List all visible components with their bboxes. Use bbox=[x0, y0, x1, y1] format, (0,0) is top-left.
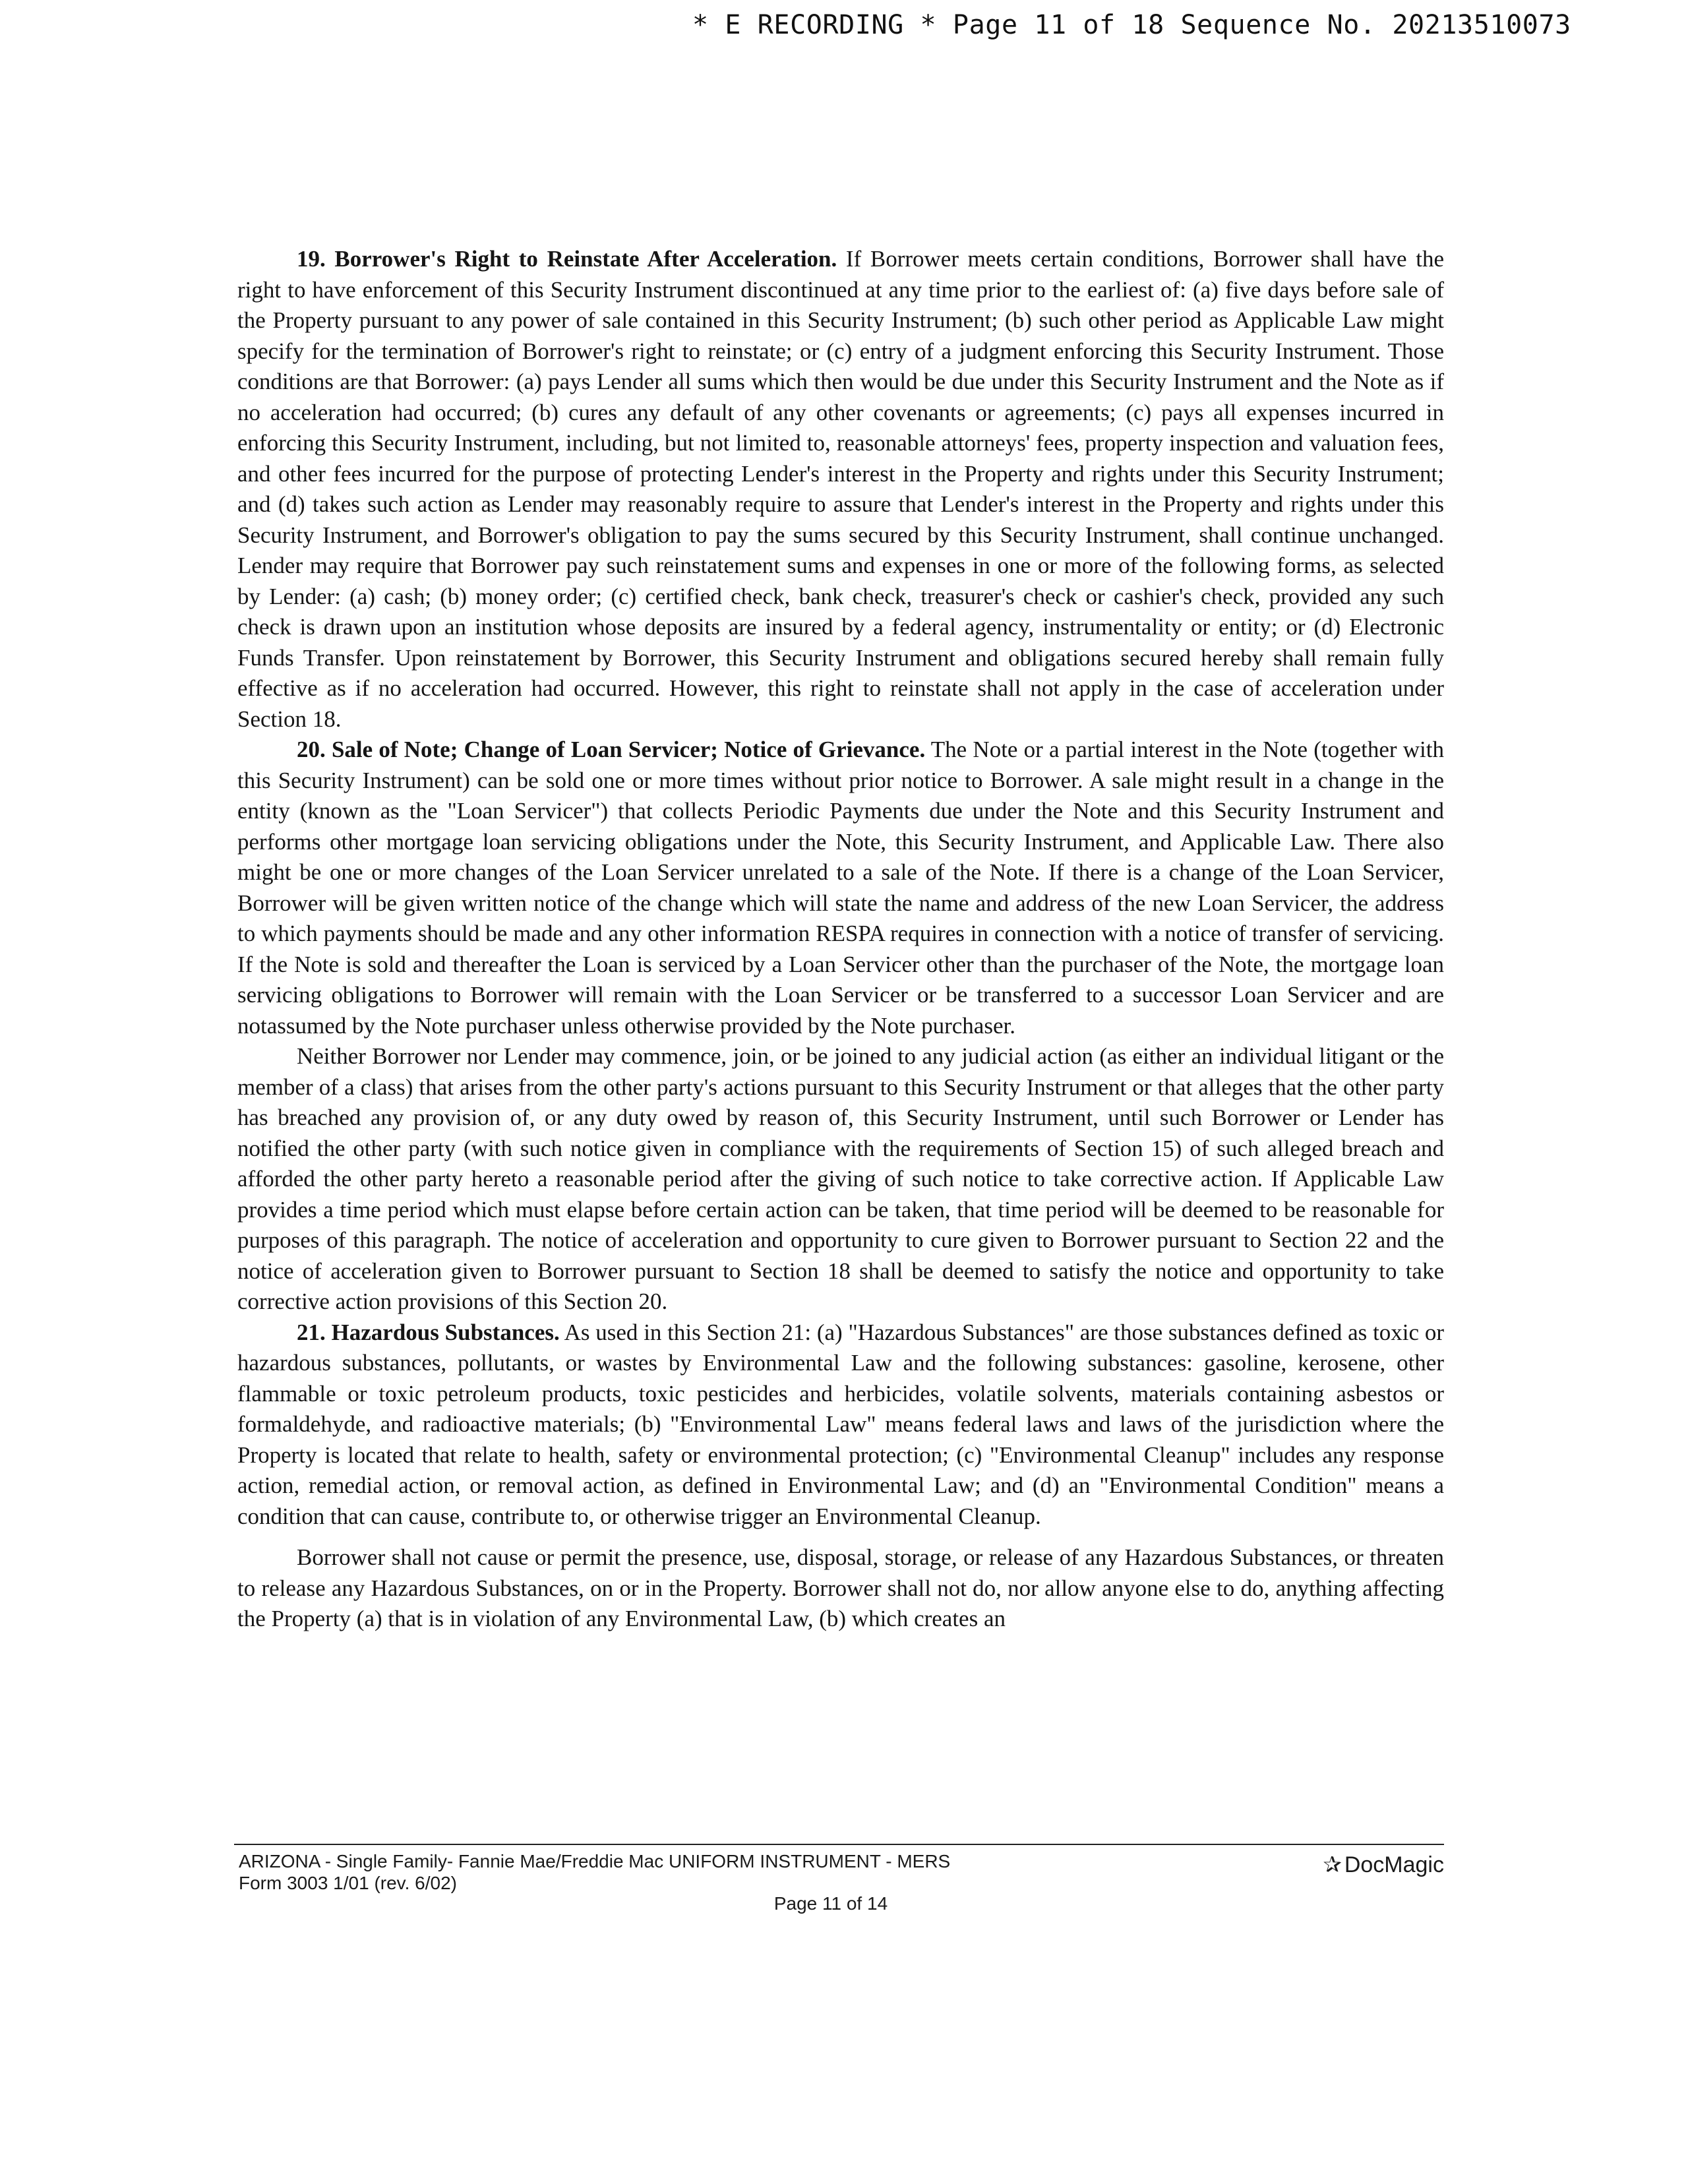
section-21-continuation-text: Borrower shall not cause or permit the presence, use, disposal, storage, or release of any Hazardous Substances, or threaten to release any Hazardous Substances, on or in the Property. Borrower shall not do, nor allow anyone else to do, anything affecting the Property (a) that is in violation of any Environmental Law, (b) which creates an bbox=[237, 1544, 1444, 1631]
section-21-text: As used in this Section 21: (a) "Hazardous Substances" are those substances defined as toxic or hazardous substances, pollutants, or wastes by Environmental Law and the following substances: gasoline, kerosene, other flammable or toxic petroleum products, toxic pesticides and herbicides, volatile solvents, materials containing asbestos or formaldehyde, and radioactive materials; (b) "Environmental Law" means federal laws and laws of the jurisdiction where the Property is located that relate to health, safety or environmental protection; (c) "Environmental Cleanup" includes any response action, remedial action, or removal action, as defined in Environmental Law; and (d) an "Environmental Condition" means a condition that can cause, contribute to, or otherwise trigger an Environmental Cleanup. bbox=[237, 1319, 1444, 1529]
recording-header: * E RECORDING * Page 11 of 18 Sequence No. 20213510073 bbox=[692, 10, 1571, 40]
footer-form-info bbox=[239, 1850, 950, 1894]
footer-brand-name: DocMagic bbox=[1344, 1852, 1444, 1877]
section-21-continuation-paragraph bbox=[237, 1542, 1444, 1635]
footer-form-line-1: ARIZONA - Single Family- Fannie Mae/Freddie Mac UNIFORM INSTRUMENT - MERS bbox=[239, 1851, 951, 1871]
footer-divider bbox=[234, 1844, 1444, 1845]
section-19-text: If Borrower meets certain conditions, Borrower shall have the right to have enforcement of this Security Instrument discontinued at any time prior to the earliest of: (a) five days before sale of the Property pursuant to any power of sale contained in this Security Instrument; (b) such other period as Applicable Law might specify for the termination of Borrower's right to reinstate; or (c) entry of a judgment enforcing this Security Instrument. Those conditions are that Borrower: (a) pays Lender all sums which then would be due under this Security Instrument and the Note as if no acceleration had occurred; (b) cures any default of any other covenants or agreements; (c) pays all expenses incurred in enforcing this Security Instrument, including, but not limited to, reasonable attorneys' fees, property inspection and valuation fees, and other fees incurred for the purpose of protecting Lender's interest in the Property and rights under this Security Instrument; and (d) takes such action as Lender may reasonably require to assure that Lender's interest in the Property and rights under this Security Instrument, and Borrower's obligation to pay the sums secured by this Security Instrument, shall continue unchanged. Lender may require that Borrower pay such reinstatement sums and expenses in one or more of the following forms, as selected by Lender: (a) cash; (b) money order; (c) certified check, bank check, treasurer's check or cashier's check, provided any such check is drawn upon an institution whose deposits are insured by a federal agency, instrumentality or entity; or (d) Electronic Funds Transfer. Upon reinstatement by Borrower, this Security Instrument and obligations secured hereby shall remain fully effective as if no acceleration had occurred. However, this right to reinstate shall not apply in the case of acceleration under Section 18. bbox=[237, 246, 1444, 732]
section-21-heading: 21. Hazardous Substances. bbox=[297, 1319, 560, 1345]
star-icon: ✰ bbox=[1323, 1852, 1342, 1877]
section-20-continuation-paragraph bbox=[237, 1041, 1444, 1318]
section-19-paragraph bbox=[237, 244, 1444, 735]
footer-form-line-2: Form 3003 1/01 (rev. 6/02) bbox=[239, 1873, 457, 1893]
section-20-paragraph bbox=[237, 735, 1444, 1041]
section-21-paragraph bbox=[237, 1318, 1444, 1532]
section-20-continuation-text: Neither Borrower nor Lender may commence, join, or be joined to any judicial action (as either an individual litigant or the member of a class) that arises from the other party's actions pursuant to this Security Instrument or that alleges that the other party has breached any provision of, or any duty owed by reason of, this Security Instrument, until such Borrower or Lender has notified the other party (with such notice given in compliance with the requirements of Section 15) of such alleged breach and afforded the other party hereto a reasonable period after the giving of such notice to take corrective action. If Applicable Law provides a time period which must elapse before certain action can be taken, that time period will be deemed to be reasonable for purposes of this paragraph. The notice of acceleration and opportunity to cure given to Borrower pursuant to Section 22 and the notice of acceleration given to Borrower pursuant to Section 18 shall be deemed to satisfy the notice and opportunity to take corrective action provisions of this Section 20. bbox=[237, 1043, 1444, 1314]
document-body bbox=[237, 244, 1444, 1635]
section-20-text: The Note or a partial interest in the Note (together with this Security Instrument) can be sold one or more times without prior notice to Borrower. A sale might result in a change in the entity (known as the "Loan Servicer") that collects Periodic Payments due under the Note and this Security Instrument and performs other mortgage loan servicing obligations under the Note, this Security Instrument, and Applicable Law. There also might be one or more changes of the Loan Servicer unrelated to a sale of the Note. If there is a change of the Loan Servicer, Borrower will be given written notice of the change which will state the name and address of the new Loan Servicer, the address to which payments should be made and any other information RESPA requires in connection with a notice of transfer of servicing. If the Note is sold and thereafter the Loan is serviced by a Loan Servicer other than the purchaser of the Note, the mortgage loan servicing obligations to Borrower will remain with the Loan Servicer or be transferred to a successor Loan Servicer and are notassumed by the Note purchaser unless otherwise provided by the Note purchaser. bbox=[237, 737, 1444, 1039]
section-19-heading: 19. Borrower's Right to Reinstate After Acceleration. bbox=[297, 246, 837, 272]
section-20-heading: 20. Sale of Note; Change of Loan Servicer; Notice of Grievance. bbox=[297, 737, 926, 762]
footer-page-number: Page 11 of 14 bbox=[773, 1893, 888, 1914]
footer-brand bbox=[1312, 1852, 1444, 1878]
